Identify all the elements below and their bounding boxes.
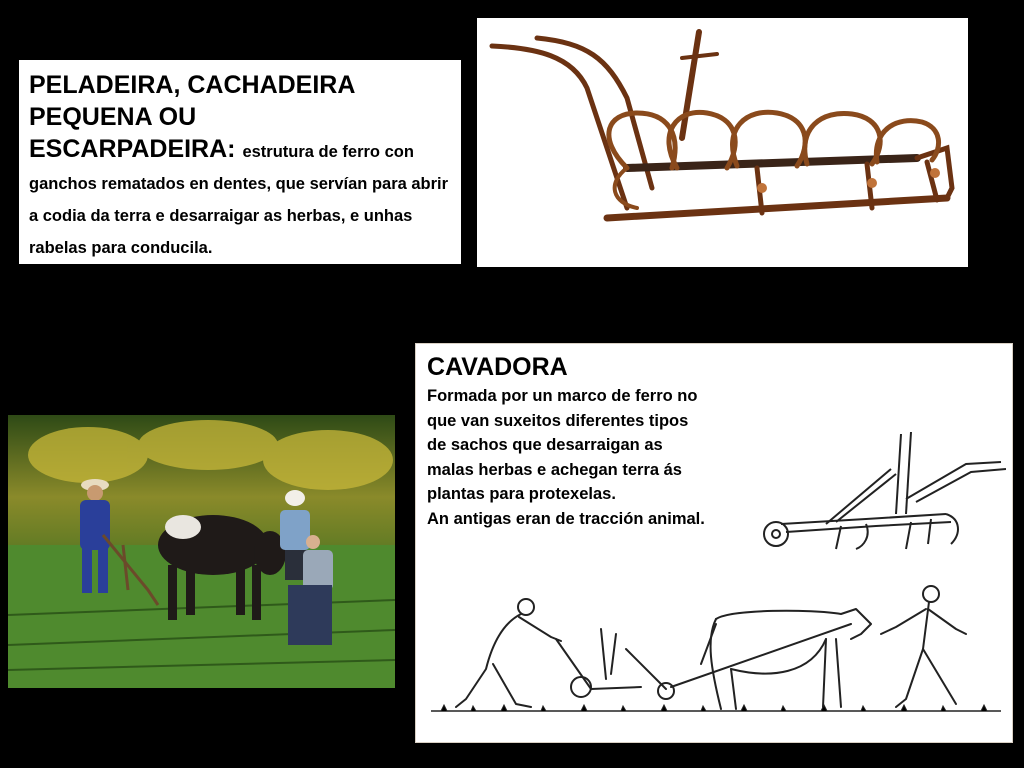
cavadora-line-2: que van suxeitos diferentes tipos	[427, 411, 689, 430]
cavadora-line-4: malas herbas e achegan terra ás	[427, 460, 682, 479]
peladeira-title	[29, 69, 451, 261]
ploughing-scene-drawing	[431, 579, 1001, 724]
cavadora-description	[427, 384, 777, 531]
cavadora-title: CAVADORA	[427, 353, 568, 381]
peladeira-text-panel	[19, 60, 461, 264]
cavadora-line-5: plantas para protexelas.	[427, 485, 616, 503]
peladeira-title-line-1: PELADEIRA, CACHADEIRA	[29, 71, 356, 99]
cavadora-tool-drawing	[756, 424, 1006, 554]
cavadora-line-3: de sachos que desarraigan as	[427, 436, 663, 454]
peladeira-description: estrutura de ferro con ganchos rematados en dentes, que servían para abrir a codia da terra e desarraigar as herbas, e unhas rabelas para conducila.	[29, 143, 449, 257]
peladeira-title-line-3: ESCARPADEIRA:	[29, 135, 236, 163]
peladeira-tool-photo	[477, 18, 968, 267]
cavadora-line-1: Formada por un marco de ferro no	[427, 387, 698, 405]
cavadora-line-6: An antigas eran de tracción animal.	[427, 509, 705, 528]
peladeira-title-line-2: PEQUENA OU	[29, 103, 197, 131]
cavadora-panel	[415, 343, 1013, 743]
field-ploughing-photo	[8, 415, 395, 688]
